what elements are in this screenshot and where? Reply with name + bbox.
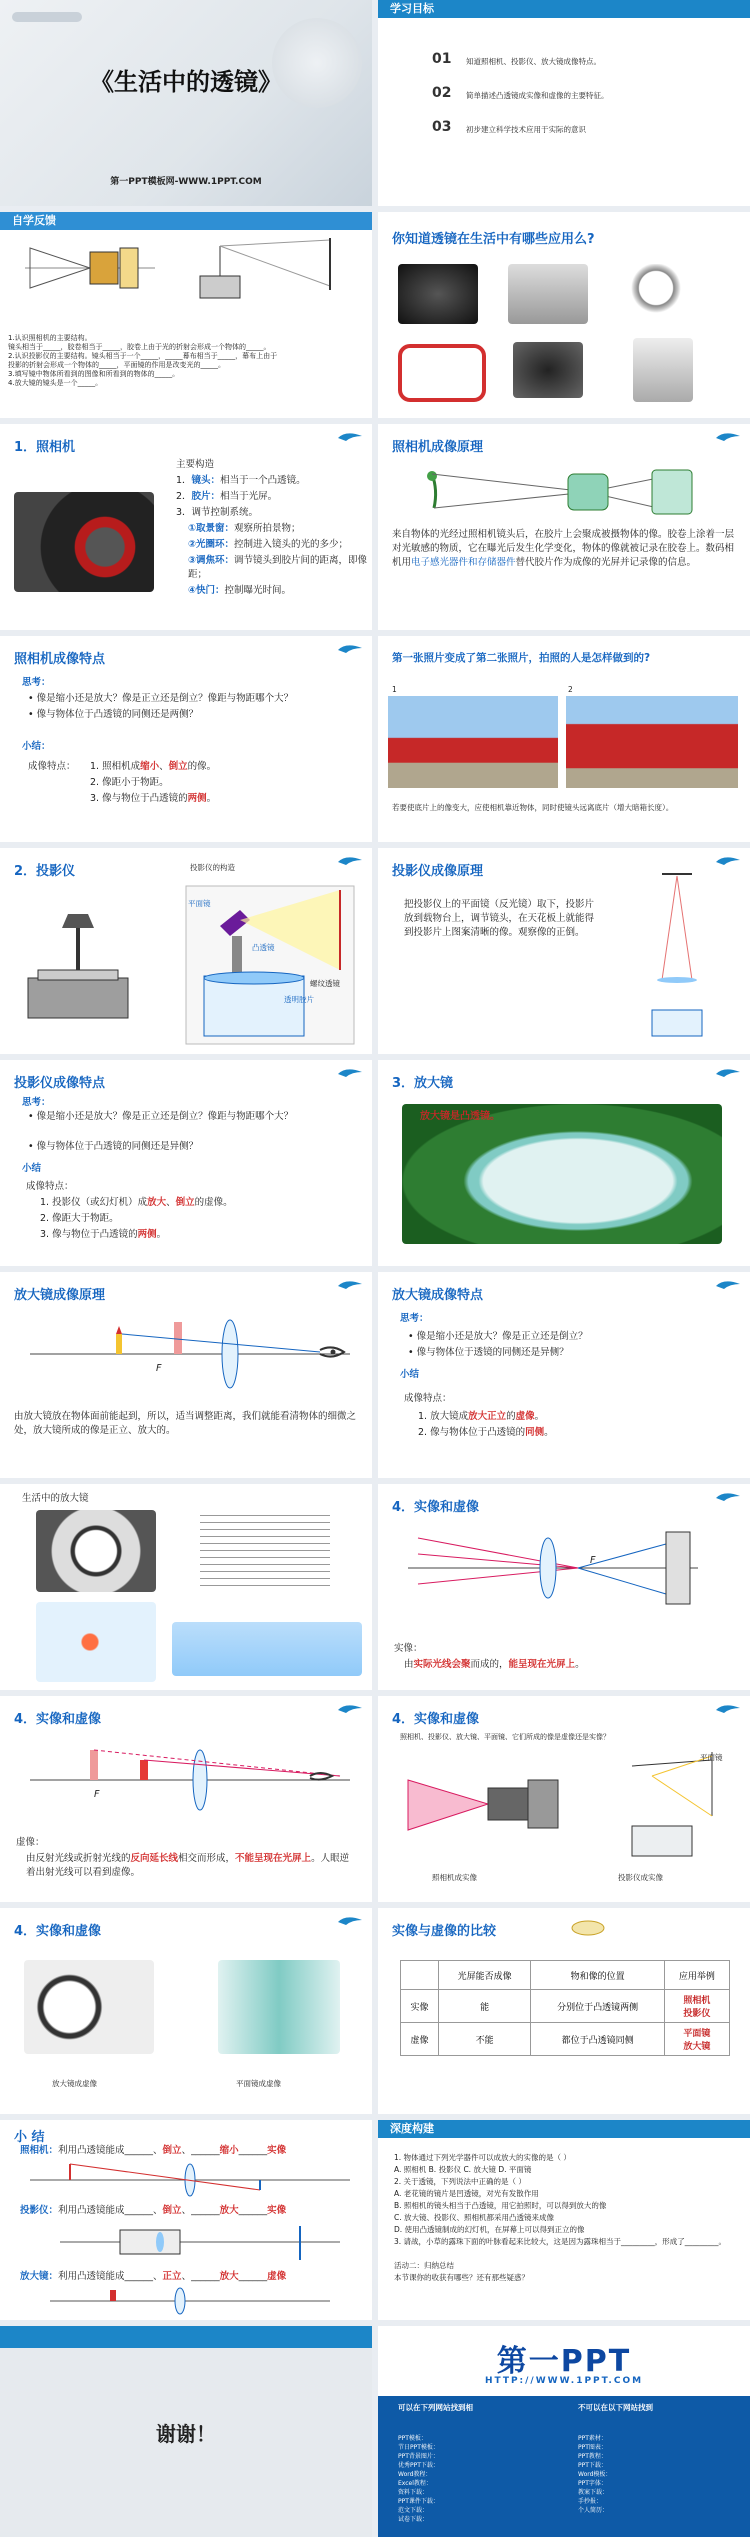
camera-feature-3-c: 。 — [206, 793, 217, 804]
camera-part-1-val: 相当于一个凸透镜。 — [220, 475, 306, 486]
projector-ray-diagram — [622, 870, 732, 1050]
projector-title: 2．投影仪 — [14, 864, 76, 879]
life-magnifier-slide — [0, 1484, 372, 1690]
newspaper-photo — [200, 1510, 330, 1592]
projector-feature-2: 2. 像距大于物距。 — [40, 1213, 119, 1224]
bird-logo-icon — [336, 642, 364, 654]
title-slide-title: 《生活中的透镜》 — [90, 67, 282, 96]
camera-feature-1-a: 照相机成 — [102, 761, 141, 772]
footer-slide — [378, 2326, 750, 2537]
magnifier-slide — [378, 1060, 750, 1266]
magnifier-features-slide — [378, 1272, 750, 1478]
self-feedback-line-5: 3.填写镜中物体所看到的图像和所看到的物体的_____。 — [8, 370, 180, 378]
footer-link[interactable]: Excel教程： — [398, 2480, 432, 2487]
projector-feature-3-c: 。 — [156, 1229, 167, 1240]
goals-slide — [378, 0, 750, 206]
deepen-line-10: 本节课你的收获有哪些？还有那些疑惑？ — [394, 2273, 529, 2282]
magnifier-feature-1-b: 放大正立 — [468, 1411, 507, 1422]
projector-features-think-1: • 像是缩小还是放大？像是正立还是倒立？像距与物距哪个大？ — [28, 1111, 294, 1122]
projector-features-title: 投影仪成像特点 — [14, 1076, 106, 1091]
summary-camera-d: 实像 — [267, 2145, 287, 2156]
goals-num-3: 03 — [432, 119, 452, 135]
footer-link[interactable]: Word教程： — [398, 2471, 432, 2478]
summary-magnifier-b: 正立 — [162, 2271, 182, 2282]
footer-link[interactable]: PPT图表： — [578, 2444, 607, 2451]
tiananmen-photo-1 — [388, 696, 558, 788]
camera-control-1-key: ①取景窗： — [188, 523, 235, 534]
summary-magnifier-a: 利用凸透镜能成 — [58, 2271, 125, 2282]
binoculars-photo — [513, 342, 583, 398]
projector-feature-1-c: 、 — [166, 1197, 176, 1208]
projector-principle-slide — [378, 848, 750, 1054]
self-feedback-line-6: 4.放大镜的镜头是一个_____。 — [8, 379, 103, 387]
camera-feature-2 — [90, 776, 169, 790]
projector-image-diagram — [612, 1746, 732, 1866]
mirror-reflection-photo — [218, 1960, 340, 2054]
compare-real-pos: 分别位于凸透镜两侧 — [531, 1990, 664, 2023]
bird-logo-icon — [714, 1702, 742, 1714]
bird-logo-icon — [714, 1278, 742, 1290]
question-slide — [378, 212, 750, 418]
goals-header: 学习目标 — [378, 0, 750, 18]
virtual-image-ray-diagram — [20, 1736, 360, 1826]
summary-row-camera: 照相机：利用凸透镜能成______、倒立、______缩小______实像 — [20, 2145, 287, 2156]
magnifier-feature-2: 2. 像与物体位于凸透镜的同侧。 — [418, 1427, 554, 1438]
projector-features-think-label: 思考： — [22, 1097, 51, 1108]
table-row — [401, 1961, 730, 1990]
camera-part-3-key: 调节控制系统。 — [191, 507, 259, 518]
camera-feature-1-c: 、 — [159, 761, 169, 772]
goals-num-1: 01 — [432, 51, 452, 67]
real-image-ray-diagram — [398, 1524, 738, 1614]
compare-real-type: 实像 — [401, 1990, 439, 2023]
footer-link[interactable]: 个人简历： — [578, 2507, 609, 2514]
magnifier-principle-f-label: F — [156, 1363, 162, 1374]
compare-real-example: 照相机 投影仪 — [664, 1990, 729, 2023]
title-slide-site: 第一PPT模板网-WWW.1PPT.COM — [110, 177, 262, 187]
deepen-slide — [378, 2120, 750, 2320]
projector-feature-1-d: 倒立 — [175, 1197, 195, 1208]
summary-magnifier-key: 放大镜： — [20, 2271, 59, 2282]
summary-camera-diagram — [30, 2160, 350, 2200]
compare-header-2: 物和像的位置 — [531, 1961, 664, 1990]
magnifier-principle-slide — [0, 1272, 372, 1478]
camera-part-1 — [176, 474, 306, 488]
camera-control-2-key: ②光圈环： — [188, 539, 235, 550]
camera-principle-text-c: 替代胶片作为成像的光屏并记录像的信息。 — [515, 557, 697, 568]
camera-features-title: 照相机成像特点 — [14, 652, 106, 667]
real-virtual-1-text-d: 能呈现在光屏上 — [508, 1659, 576, 1670]
real-virtual-2-label: 虚像： — [16, 1837, 45, 1848]
footer-link[interactable]: PPT素材： — [578, 2435, 607, 2442]
projector-principle-text: 把投影仪上的平面镜（反光镜）取下，投影片放到载物台上，调节镜头，在天花板上就能得到投影片上图案清晰的像。观察像的正倒。 — [404, 899, 595, 938]
deepen-line-4: A. 老花镜的镜片是凹透镜，对光有发散作用 — [394, 2189, 539, 2198]
camera-part-3-num: 3． — [176, 507, 192, 518]
camera-control-1-val: 观察所拍景物； — [234, 523, 301, 534]
projector-feature-1-e: 的虚像。 — [194, 1197, 233, 1208]
table-row — [401, 2023, 730, 2056]
real-virtual-1-title: 4．实像和虚像 — [392, 1500, 480, 1515]
compare-header-0 — [401, 1961, 439, 1990]
magnifier-reading-photo — [24, 1960, 154, 2054]
camera-control-1 — [188, 522, 301, 536]
real-virtual-slide-1 — [378, 1484, 750, 1690]
goals-text-1: 知道照相机、投影仪、放大镜成像特点。 — [466, 57, 601, 66]
camera-features-think-1-text: 像是缩小还是放大？像是正立还是倒立？像距与物距哪个大？ — [36, 693, 294, 704]
magnifier-feature-2-c: 。 — [544, 1427, 554, 1438]
magnifier-feature-1-d: 虚像 — [515, 1411, 535, 1422]
real-virtual-1-label: 实像： — [394, 1643, 423, 1654]
magnifier-feature-1-c: 的 — [506, 1411, 516, 1422]
real-virtual-1-text-b: 实际光线会聚 — [413, 1659, 471, 1670]
magnifier-ray-diagram — [20, 1304, 360, 1394]
table-row — [401, 1990, 730, 2023]
real-virtual-1-text-c: 而成的， — [470, 1659, 509, 1670]
camera-feature-2-num: 2. — [90, 777, 100, 788]
real-virtual-1-text — [404, 1658, 734, 1672]
camera-part-3 — [176, 506, 258, 520]
compare-title: 实像与虚像的比较 — [392, 1924, 497, 1939]
thanks-text: 谢谢！ — [156, 2422, 216, 2446]
magnifier-photo — [628, 264, 698, 324]
camera-part-2-key: 胶片： — [191, 491, 221, 502]
photo-label-2: 2 — [568, 685, 573, 694]
camera-image-diagram — [398, 1760, 578, 1850]
compare-header-3: 应用举例 — [664, 1961, 729, 1990]
camera-features-slide — [0, 636, 372, 842]
projector-features-feature-label: 成像特点： — [26, 1181, 74, 1192]
real-virtual-2-text-a: 由反射光线或折射光线的 — [26, 1853, 131, 1864]
projector-feature-1-b: 放大 — [147, 1197, 167, 1208]
compare-virtual-screen: 不能 — [438, 2023, 530, 2056]
goals-text-2: 简单描述凸透镜成实像和虚像的主要特征。 — [466, 91, 609, 100]
camera-principle-text — [392, 528, 736, 570]
thanks-slide — [0, 2326, 372, 2537]
footer-link[interactable]: 资料下载： — [398, 2489, 429, 2496]
footer-right-links — [578, 2434, 611, 2515]
projector-principle-title: 投影仪成像原理 — [392, 864, 484, 879]
projector-feature-3-a: 像与物位于凸透镜的 — [52, 1229, 138, 1240]
projector-caption: 投影仪的构造 — [190, 863, 235, 872]
camera-feature-3-num: 3. — [90, 793, 100, 804]
self-feedback-line-2: 镜头相当于_____，胶卷相当于_____，胶卷上由于光的折射会形成一个物体的_____。 — [8, 343, 271, 351]
camera-part-1-num: 1． — [176, 475, 192, 486]
magnifier-features-think-2-text: 像与物体位于透镜的同侧还是异侧？ — [416, 1347, 569, 1358]
magnifier-feature-1-e: 。 — [534, 1411, 545, 1422]
camera-features-think-1: • 像是缩小还是放大？像是正立还是倒立？像距与物距哪个大？ — [28, 693, 294, 704]
projector-feature-2-text: 像距大于物距。 — [52, 1213, 119, 1224]
bird-logo-icon — [714, 1066, 742, 1078]
real-virtual-2-text-b: 反向延长线 — [130, 1853, 179, 1864]
camera-feature-1-e: 的像。 — [187, 761, 217, 772]
projector-feature-1: 1. 投影仪（或幻灯机）成放大、倒立的虚像。 — [40, 1197, 233, 1208]
magnifier-features-think-label: 思考： — [400, 1313, 429, 1324]
footer-link[interactable]: 手抄报： — [578, 2498, 603, 2505]
deepen-line-6: C. 放大镜、投影仪、照相机都采用凸透镜来成像 — [394, 2213, 555, 2222]
bird-logo-icon — [336, 1278, 364, 1290]
camera-control-4-val: 控制曝光时间。 — [224, 585, 292, 596]
summary-projector-key: 投影仪： — [20, 2205, 59, 2216]
self-feedback-line-1: 1.认识照相机的主要结构。 — [8, 334, 92, 342]
real-virtual-1-text-a: 由 — [404, 1659, 414, 1670]
summary-slide — [0, 2120, 372, 2320]
summary-camera-c: 缩小 — [219, 2145, 239, 2156]
real-virtual-3-cap1: 照相机成实像 — [432, 1873, 477, 1882]
footer-link[interactable]: PPT下载： — [578, 2462, 607, 2469]
camera-ray-diagram — [418, 464, 718, 520]
watch-photo — [36, 1510, 156, 1592]
projector-slide — [0, 848, 372, 1054]
summary-projector-b: 倒立 — [162, 2205, 182, 2216]
footer-col2-title: 不可以在以下网站找到 — [578, 2403, 653, 2412]
projector-photo — [508, 264, 588, 324]
self-feedback-header: 自学反馈 — [0, 212, 372, 230]
tiananmen-photo-2 — [566, 696, 738, 788]
real-virtual-3-label: 平面镜 — [700, 1753, 723, 1762]
projector-label-mirror: 平面镜 — [188, 899, 211, 908]
magnifier-feature-2-b: 同侧 — [525, 1427, 545, 1438]
footer-url: HTTP://WWW.1PPT.COM — [484, 2376, 644, 2386]
real-virtual-2-title: 4．实像和虚像 — [14, 1712, 102, 1727]
camera-principle-text-b: 电子感光器件和存储器件 — [411, 557, 516, 568]
footer-left-links — [398, 2434, 439, 2524]
camera-control-3-key: ③调焦环： — [188, 555, 235, 566]
footer-link[interactable]: PPT字体： — [578, 2480, 607, 2487]
camera-feature-1-num: 1. — [90, 761, 100, 772]
real-virtual-4-cap2: 平面镜成虚像 — [236, 2079, 281, 2088]
self-feedback-line-3: 2.认识投影仪的主要结构。镜头相当于一个_____，_____幕布相当于_____，幕布上由于 — [8, 352, 278, 360]
projector-feature-3: 3. 像与物位于凸透镜的两侧。 — [40, 1229, 167, 1240]
real-virtual-4-title: 4．实像和虚像 — [14, 1924, 102, 1939]
compare-virtual-pos: 都位于凸透镜同侧 — [531, 2023, 664, 2056]
real-virtual-slide-3 — [378, 1696, 750, 1902]
compare-virtual-type: 虚像 — [401, 2023, 439, 2056]
magnifier-feature-2-a: 像与物体位于凸透镜的 — [430, 1427, 526, 1438]
projector-feature-3-b: 两侧 — [137, 1229, 157, 1240]
footer-link[interactable]: PPT教程： — [578, 2453, 607, 2460]
summary-magnifier-d: 虚像 — [267, 2271, 287, 2282]
bird-logo-icon — [336, 1066, 364, 1078]
projector-features-summary-label: 小结 — [22, 1163, 42, 1174]
camera-features-feature-label: 成像特点： — [28, 761, 76, 772]
footer-link[interactable]: PPT背景图片： — [398, 2453, 439, 2460]
camera-part-2 — [176, 490, 277, 504]
compare-header-1: 光屏能否成像 — [438, 1961, 530, 1990]
camera-control-3-val: 调节镜头到胶片间的距离，即像距； — [188, 555, 368, 580]
real-virtual-1-text-e: 。 — [575, 1659, 585, 1670]
projector-features-think-1-text: 像是缩小还是放大？像是正立还是倒立？像距与物距哪个大？ — [36, 1111, 294, 1122]
deepen-line-9: 活动二：归纳总结 — [394, 2261, 454, 2270]
bird-logo-icon — [336, 1914, 364, 1926]
photo-slide — [378, 636, 750, 842]
projector-features-slide — [0, 1060, 372, 1266]
life-magnifier-title: 生活中的放大镜 — [22, 1493, 89, 1504]
projector-features-think-2-text: 像与物体位于凸透镜的同侧还是异侧？ — [36, 1141, 199, 1152]
camera-control-4 — [188, 584, 291, 598]
bird-logo-icon — [714, 430, 742, 442]
camera-feature-1-b: 缩小 — [140, 761, 160, 772]
glasses-photo — [398, 344, 486, 402]
projector-diagram — [190, 236, 340, 302]
compare-real-screen: 能 — [438, 1990, 530, 2023]
camera-control-2-val: 控制进入镜头的光的多少； — [234, 539, 349, 550]
summary-title: 小 结 — [14, 2130, 45, 2145]
question-title: 你知道透镜在生活中有哪些应用么? — [392, 232, 595, 247]
magnifier-title: 3．放大镜 — [392, 1076, 454, 1091]
magnifier-principle-text: 由放大镜放在物体面前能起到，所以，适当调整距离，我们就能看清物体的细微之处，放大镜所成的像是正立、放大的。 — [14, 1411, 357, 1436]
real-virtual-1-f-label: F — [590, 1555, 596, 1566]
summary-camera-b: 倒立 — [162, 2145, 182, 2156]
projector-label-fresnel: 螺纹透镜 — [310, 979, 340, 988]
footer-link[interactable]: 教案下载： — [578, 2489, 609, 2496]
footer-link[interactable]: 优秀PPT下载： — [398, 2462, 439, 2469]
magnifier-features-title: 放大镜成像特点 — [392, 1288, 484, 1303]
self-feedback-line-4: 投影的折射会形成一个物体的_____，平面镜的作用是改变光的_____。 — [8, 361, 225, 369]
magnifier-features-feature-label: 成像特点： — [404, 1393, 452, 1404]
real-virtual-4-cap1: 放大镜成虚像 — [52, 2079, 97, 2088]
real-virtual-slide-2 — [0, 1696, 372, 1902]
camera-subtitle: 主要构造 — [176, 459, 215, 470]
real-virtual-slide-4 — [0, 1908, 372, 2114]
real-virtual-2-text — [26, 1852, 358, 1880]
camera-feature-3-a: 像与物位于凸透镜的 — [102, 793, 188, 804]
bird-logo-icon — [714, 1490, 742, 1502]
camera-feature-2-a: 像距小于物距。 — [102, 777, 169, 788]
camera-principle-title: 照相机成像原理 — [392, 440, 484, 455]
summary-projector-a: 利用凸透镜能成 — [58, 2205, 125, 2216]
camera-slide — [0, 424, 372, 630]
camera-part-1-key: 镜头： — [191, 475, 221, 486]
camera-features-think-2: • 像与物体位于凸透镜的同侧还是两侧？ — [28, 709, 199, 720]
footer-brand: 第一PPT — [496, 2344, 632, 2379]
bird-logo-icon — [714, 854, 742, 866]
real-virtual-2-f-label: F — [94, 1789, 100, 1800]
deepen-header: 深度构建 — [378, 2120, 750, 2138]
deepen-line-1: 1. 物体通过下列光学器件可以成放大的实像的是（ ） — [394, 2153, 571, 2162]
projector-feature-1-a: 投影仪（或幻灯机）成 — [52, 1197, 148, 1208]
microscope-photo — [633, 338, 693, 402]
deepen-line-2: A. 照相机 B. 投影仪 C. 放大镜 D. 平面镜 — [394, 2165, 532, 2174]
compare-table — [400, 1960, 730, 2056]
footer-link[interactable]: PPT模板： — [398, 2435, 427, 2442]
camera-part-2-val: 相当于光屏。 — [220, 491, 278, 502]
camera-diagram — [20, 238, 160, 298]
footer-link[interactable]: PPT课件下载： — [398, 2498, 439, 2505]
real-virtual-2-text-c: 相交而形成， — [178, 1853, 236, 1864]
summary-magnifier-c: 放大 — [219, 2271, 239, 2282]
camera-principle-slide — [378, 424, 750, 630]
real-virtual-3-title: 4．实像和虚像 — [392, 1712, 480, 1727]
camera-photo — [398, 264, 478, 324]
goals-text-3: 初步建立科学技术应用于实际的意识 — [466, 125, 586, 134]
summary-row-magnifier: 放大镜：利用凸透镜能成______、正立、______放大______虚像 — [20, 2271, 287, 2282]
deepen-line-3: 2. 关于透镜，下列说法中正确的是（ ） — [394, 2177, 526, 2186]
magnifier-features-think-1: • 像是缩小还是放大？像是正立还是倒立？ — [408, 1331, 588, 1342]
footer-link[interactable]: 范文下载： — [398, 2507, 429, 2514]
camera-control-2 — [188, 538, 370, 552]
magnifier-feature-1: 1. 放大镜成放大正立的虚像。 — [418, 1411, 545, 1422]
footer-link[interactable]: 节日PPT模板： — [398, 2444, 439, 2451]
camera-principle-text-a: 来自物体的光经过照相机镜头后，在胶片上会聚成被摄物体的像。胶卷上涂着一层对光敏感的物质，它在曝光后发生化学变化，物体的像就被记录在胶卷上。数码相机用 — [392, 529, 735, 568]
real-virtual-2-text-e: 。人眼逆着出射光线可以看到虚像。 — [26, 1853, 350, 1878]
projector-label-film: 透明胶片 — [284, 995, 314, 1004]
footer-link[interactable]: 试卷下载： — [398, 2516, 429, 2523]
goldfish-bowl-photo — [36, 1602, 156, 1682]
summary-projector-diagram — [60, 2220, 340, 2266]
deepen-line-5: B. 照相机的镜头相当于凸透镜，用它拍照时，可以得到放大的像 — [394, 2201, 607, 2210]
camera-feature-1 — [90, 760, 216, 774]
camera-control-4-key: ④快门： — [188, 585, 225, 596]
real-virtual-3-question: 照相机、投影仪、放大镜、平面镜、它们所成的像是虚像还是实像？ — [400, 1733, 610, 1741]
bird-logo-icon — [336, 430, 364, 442]
camera-features-think-label: 思考： — [22, 677, 51, 688]
magnifier-features-think-2: • 像与物体位于透镜的同侧还是异侧？ — [408, 1347, 569, 1358]
projector-label-lens: 凸透镜 — [252, 943, 275, 952]
deepen-line-7: D. 使用凸透镜制成的幻灯机，在屏幕上可以得到正立的像 — [394, 2225, 585, 2234]
summary-projector-c: 放大 — [219, 2205, 239, 2216]
summary-magnifier-diagram — [50, 2286, 330, 2316]
magnifier-features-think-1-text: 像是缩小还是放大？像是正立还是倒立？ — [416, 1331, 588, 1342]
projector-features-think-2: • 像与物体位于凸透镜的同侧还是异侧？ — [28, 1141, 199, 1152]
bird-logo-icon — [336, 854, 364, 866]
camera-title: 1．照相机 — [14, 440, 76, 455]
summary-camera-key: 照相机： — [20, 2145, 59, 2156]
goals-num-2: 02 — [432, 85, 452, 101]
camera-feature-3-b: 两侧 — [187, 793, 207, 804]
real-virtual-2-text-d: 不能呈现在光屏上 — [235, 1853, 312, 1864]
camera-feature-1-d: 倒立 — [168, 761, 188, 772]
magnifier-feature-1-a: 放大镜成 — [430, 1411, 469, 1422]
photo-label-1: 1 — [392, 685, 397, 694]
summary-camera-a: 利用凸透镜能成 — [58, 2145, 125, 2156]
camera-parts-photo — [14, 492, 154, 592]
magnifier-circuit-photo — [402, 1104, 722, 1244]
real-virtual-3-cap2: 投影仪成实像 — [618, 1873, 663, 1882]
shell-icon — [568, 1916, 608, 1936]
compare-slide — [378, 1908, 750, 2114]
photo-slide-caption: 若要使底片上的像变大，应使相机靠近物体，同时使镜头远离底片（增大暗箱长度）。 — [392, 803, 674, 812]
photo-slide-title: 第一张照片变成了第二张照片，拍照的人是怎样做到的? — [392, 652, 651, 664]
magnifier-principle-title: 放大镜成像原理 — [14, 1288, 106, 1303]
camera-features-summary-label: 小结： — [22, 741, 51, 752]
camera-part-2-num: 2． — [176, 491, 192, 502]
magnifier-caption: 放大镜是凸透镜。 — [420, 1111, 500, 1122]
camera-control-3 — [188, 554, 368, 582]
thermometer-photo — [172, 1622, 362, 1676]
deepen-line-8: 3. 请战，小草的露珠下面的叶脉看起来比较大，这是因为露珠相当于_________，形成了_________。 — [394, 2237, 727, 2246]
title-slide — [0, 0, 372, 206]
compare-virtual-example: 平面镜 放大镜 — [664, 2023, 729, 2056]
summary-projector-d: 实像 — [267, 2205, 287, 2216]
magnifier-features-summary-label: 小结 — [400, 1369, 420, 1380]
summary-row-projector: 投影仪：利用凸透镜能成______、倒立、______放大______实像 — [20, 2205, 287, 2216]
footer-link[interactable]: Word模板： — [578, 2471, 612, 2478]
footer-col1-title: 可以在下列网站找到相 — [398, 2403, 473, 2412]
overhead-projector-photo — [18, 908, 138, 1028]
bird-logo-icon — [336, 1702, 364, 1714]
self-feedback-slide — [0, 212, 372, 418]
camera-features-think-2-text: 像与物体位于凸透镜的同侧还是两侧？ — [36, 709, 199, 720]
camera-feature-3 — [90, 792, 216, 806]
